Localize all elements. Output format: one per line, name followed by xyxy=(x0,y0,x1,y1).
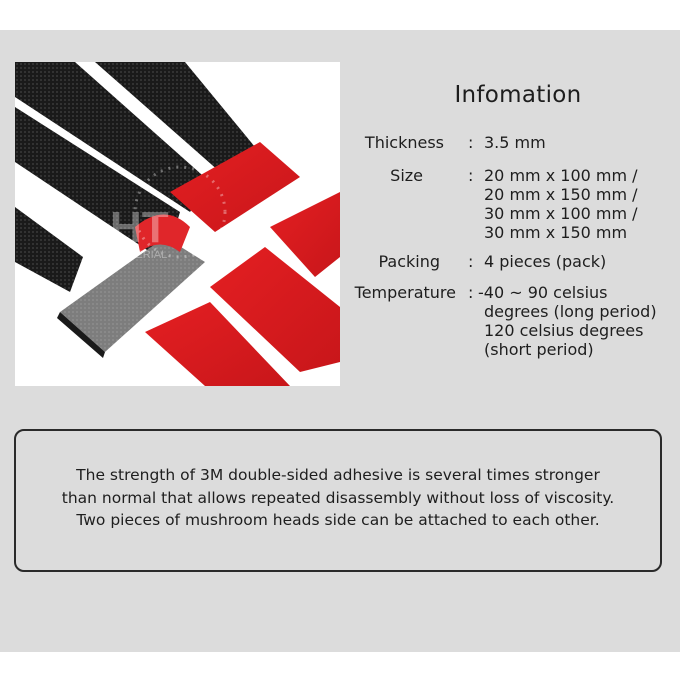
description-text xyxy=(16,464,660,532)
product-photo xyxy=(15,62,340,386)
spec-value-thickness: 3.5 mm xyxy=(484,133,546,152)
description-line: than normal that allows repeated disassembly without loss of viscosity. xyxy=(61,488,615,507)
info-title: Infomation xyxy=(454,82,582,108)
watermark-brand: HT xyxy=(110,203,169,252)
description-line: The strength of 3M double-sided adhesive is several times stronger xyxy=(76,466,600,484)
description-box xyxy=(14,429,662,572)
spec-label-thickness: Thickness xyxy=(364,133,444,152)
black-strip-4 xyxy=(15,207,83,292)
spec-value-packing: 4 pieces (pack) xyxy=(484,252,607,271)
spec-value-size: 20 mm x 100 mm / 20 mm x 150 mm / 30 mm x 100 mm / 30 mm x 150 mm xyxy=(484,166,638,242)
spec-colon: : xyxy=(468,252,474,271)
product-illustration xyxy=(15,62,340,386)
spec-colon: : xyxy=(468,133,474,152)
spec-colon: : xyxy=(468,283,474,302)
description-line: Two pieces of mushroom heads side can be attached to each other. xyxy=(76,511,600,529)
watermark-sub: MATERIAL xyxy=(113,249,168,261)
spec-label-temperature: Temperature xyxy=(354,283,456,302)
spec-value-temperature: -40 ~ 90 celsius degrees (long period) 120 celsius degrees (short period) xyxy=(478,283,657,359)
spec-label-size: Size xyxy=(390,166,423,185)
spec-label-packing: Packing xyxy=(378,252,440,271)
spec-colon: : xyxy=(468,166,474,185)
